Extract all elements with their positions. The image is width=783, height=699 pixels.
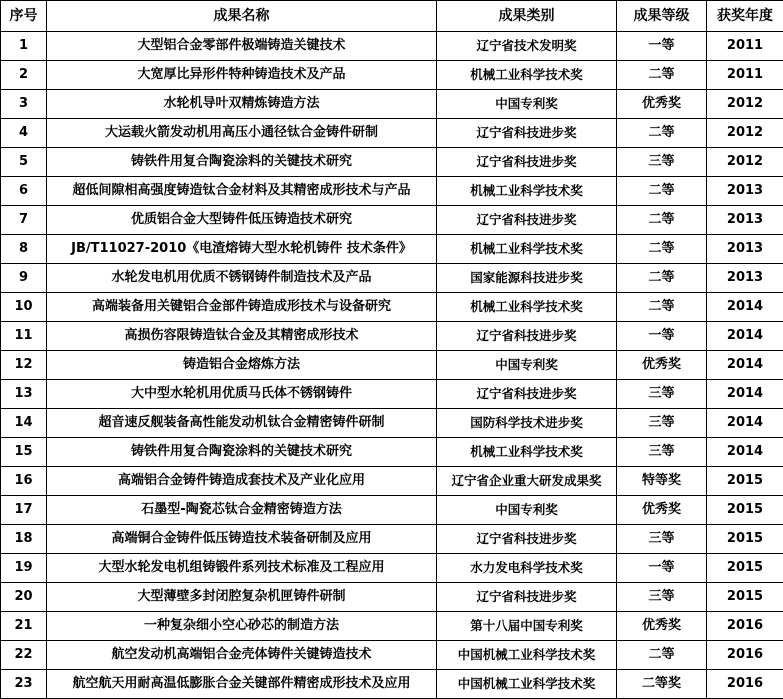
cell-year: 2013	[707, 235, 783, 264]
table-row	[1, 235, 783, 264]
cell-name: 大型薄壁多封闭腔复杂机匣铸件研制	[47, 583, 437, 612]
cell-sequence: 7	[1, 206, 47, 235]
cell-sequence: 20	[1, 583, 47, 612]
cell-category: 中国专利奖	[437, 496, 617, 525]
cell-category: 辽宁省科技进步奖	[437, 583, 617, 612]
cell-name: 高端铝合金铸件铸造成套技术及产业化应用	[47, 467, 437, 496]
cell-year: 2014	[707, 380, 783, 409]
table-row	[1, 351, 783, 380]
cell-year: 2014	[707, 293, 783, 322]
cell-level: 三等	[617, 380, 707, 409]
cell-category: 辽宁省科技进步奖	[437, 525, 617, 554]
cell-level: 三等	[617, 438, 707, 467]
cell-level: 优秀奖	[617, 90, 707, 119]
cell-sequence: 13	[1, 380, 47, 409]
table-row	[1, 467, 783, 496]
column-header-level: 成果等级	[617, 1, 707, 32]
cell-sequence: 9	[1, 264, 47, 293]
cell-level: 二等	[617, 206, 707, 235]
cell-sequence: 14	[1, 409, 47, 438]
table-row	[1, 583, 783, 612]
table-row	[1, 177, 783, 206]
cell-name: 大型铝合金零部件极端铸造关键技术	[47, 32, 437, 61]
cell-year: 2014	[707, 438, 783, 467]
cell-category: 中国专利奖	[437, 351, 617, 380]
cell-name: 大宽厚比异形件特种铸造技术及产品	[47, 61, 437, 90]
cell-sequence: 4	[1, 119, 47, 148]
cell-year: 2016	[707, 641, 783, 670]
table-body	[1, 32, 783, 699]
cell-year: 2015	[707, 496, 783, 525]
cell-sequence: 1	[1, 32, 47, 61]
table-row	[1, 322, 783, 351]
table-row	[1, 612, 783, 641]
cell-year: 2011	[707, 32, 783, 61]
cell-level: 二等	[617, 235, 707, 264]
cell-level: 一等	[617, 322, 707, 351]
table-row	[1, 438, 783, 467]
cell-level: 一等	[617, 554, 707, 583]
cell-level: 一等	[617, 32, 707, 61]
cell-year: 2014	[707, 351, 783, 380]
cell-name: 大运载火箭发动机用高压小通径钛合金铸件研制	[47, 119, 437, 148]
cell-name: 铸造铝合金熔炼方法	[47, 351, 437, 380]
cell-sequence: 17	[1, 496, 47, 525]
cell-category: 辽宁省科技进步奖	[437, 119, 617, 148]
cell-sequence: 3	[1, 90, 47, 119]
table-row	[1, 206, 783, 235]
cell-sequence: 5	[1, 148, 47, 177]
cell-level: 二等	[617, 293, 707, 322]
cell-year: 2011	[707, 61, 783, 90]
cell-sequence: 10	[1, 293, 47, 322]
cell-name: 水轮机导叶双精炼铸造方法	[47, 90, 437, 119]
cell-category: 辽宁省技术发明奖	[437, 32, 617, 61]
cell-category: 辽宁省科技进步奖	[437, 380, 617, 409]
cell-year: 2016	[707, 612, 783, 641]
cell-name: 大型水轮发电机组铸锻件系列技术标准及工程应用	[47, 554, 437, 583]
cell-sequence: 22	[1, 641, 47, 670]
column-header-category: 成果类别	[437, 1, 617, 32]
cell-year: 2013	[707, 264, 783, 293]
cell-category: 辽宁省科技进步奖	[437, 206, 617, 235]
table-row	[1, 409, 783, 438]
cell-year: 2016	[707, 670, 783, 699]
cell-level: 二等	[617, 641, 707, 670]
cell-year: 2015	[707, 583, 783, 612]
cell-level: 三等	[617, 583, 707, 612]
table-header-row	[1, 1, 783, 32]
cell-sequence: 12	[1, 351, 47, 380]
table-row	[1, 554, 783, 583]
cell-sequence: 23	[1, 670, 47, 699]
table-row	[1, 119, 783, 148]
cell-year: 2015	[707, 467, 783, 496]
cell-level: 优秀奖	[617, 351, 707, 380]
cell-sequence: 18	[1, 525, 47, 554]
table-row	[1, 380, 783, 409]
cell-level: 二等奖	[617, 670, 707, 699]
table-row	[1, 293, 783, 322]
cell-year: 2012	[707, 90, 783, 119]
cell-category: 中国专利奖	[437, 90, 617, 119]
cell-category: 机械工业科学技术奖	[437, 235, 617, 264]
cell-category: 辽宁省科技进步奖	[437, 322, 617, 351]
cell-name: 高损伤容限铸造钛合金及其精密成形技术	[47, 322, 437, 351]
cell-sequence: 21	[1, 612, 47, 641]
cell-name: 水轮发电机用优质不锈钢铸件制造技术及产品	[47, 264, 437, 293]
cell-category: 国家能源科技进步奖	[437, 264, 617, 293]
cell-name: 优质铝合金大型铸件低压铸造技术研究	[47, 206, 437, 235]
cell-level: 优秀奖	[617, 496, 707, 525]
cell-level: 三等	[617, 525, 707, 554]
cell-name: JB/T11027-2010《电渣熔铸大型水轮机铸件 技术条件》	[47, 235, 437, 264]
table-row	[1, 32, 783, 61]
table-row	[1, 148, 783, 177]
cell-year: 2014	[707, 322, 783, 351]
cell-name: 一种复杂细小空心砂芯的制造方法	[47, 612, 437, 641]
cell-name: 航空发动机高端铝合金壳体铸件关键铸造技术	[47, 641, 437, 670]
cell-category: 机械工业科学技术奖	[437, 293, 617, 322]
table-row	[1, 264, 783, 293]
cell-level: 优秀奖	[617, 612, 707, 641]
cell-name: 高端铜合金铸件低压铸造技术装备研制及应用	[47, 525, 437, 554]
cell-name: 超低间隙相高强度铸造钛合金材料及其精密成形技术与产品	[47, 177, 437, 206]
cell-sequence: 2	[1, 61, 47, 90]
cell-category: 水力发电科学技术奖	[437, 554, 617, 583]
cell-name: 铸铁件用复合陶瓷涂料的关键技术研究	[47, 148, 437, 177]
cell-name: 航空航天用耐高温低膨胀合金关键部件精密成形技术及应用	[47, 670, 437, 699]
column-header-year: 获奖年度	[707, 1, 783, 32]
cell-category: 机械工业科学技术奖	[437, 438, 617, 467]
cell-sequence: 16	[1, 467, 47, 496]
cell-year: 2013	[707, 206, 783, 235]
cell-level: 二等	[617, 177, 707, 206]
cell-category: 第十八届中国专利奖	[437, 612, 617, 641]
cell-name: 大中型水轮机用优质马氏体不锈钢铸件	[47, 380, 437, 409]
cell-year: 2013	[707, 177, 783, 206]
cell-level: 特等奖	[617, 467, 707, 496]
cell-year: 2014	[707, 409, 783, 438]
cell-name: 超音速反舰装备高性能发动机钛合金精密铸件研制	[47, 409, 437, 438]
cell-level: 二等	[617, 264, 707, 293]
cell-sequence: 11	[1, 322, 47, 351]
cell-level: 二等	[617, 61, 707, 90]
cell-category: 机械工业科学技术奖	[437, 61, 617, 90]
cell-sequence: 8	[1, 235, 47, 264]
cell-sequence: 6	[1, 177, 47, 206]
cell-category: 辽宁省科技进步奖	[437, 148, 617, 177]
table-row	[1, 90, 783, 119]
table-row	[1, 61, 783, 90]
cell-year: 2015	[707, 525, 783, 554]
cell-year: 2015	[707, 554, 783, 583]
cell-name: 铸铁件用复合陶瓷涂料的关键技术研究	[47, 438, 437, 467]
cell-category: 中国机械工业科学技术奖	[437, 670, 617, 699]
table-row	[1, 496, 783, 525]
column-header-name: 成果名称	[47, 1, 437, 32]
cell-category: 机械工业科学技术奖	[437, 177, 617, 206]
cell-sequence: 15	[1, 438, 47, 467]
column-header-sequence: 序号	[1, 1, 47, 32]
table-row	[1, 641, 783, 670]
cell-year: 2012	[707, 119, 783, 148]
cell-level: 三等	[617, 409, 707, 438]
cell-category: 国防科学技术进步奖	[437, 409, 617, 438]
cell-name: 石墨型-陶瓷芯钛合金精密铸造方法	[47, 496, 437, 525]
cell-name: 高端装备用关键铝合金部件铸造成形技术与设备研究	[47, 293, 437, 322]
cell-sequence: 19	[1, 554, 47, 583]
cell-year: 2012	[707, 148, 783, 177]
cell-category: 辽宁省企业重大研发成果奖	[437, 467, 617, 496]
table-row	[1, 525, 783, 554]
table-row	[1, 670, 783, 699]
cell-level: 二等	[617, 119, 707, 148]
cell-category: 中国机械工业科学技术奖	[437, 641, 617, 670]
cell-level: 三等	[617, 148, 707, 177]
